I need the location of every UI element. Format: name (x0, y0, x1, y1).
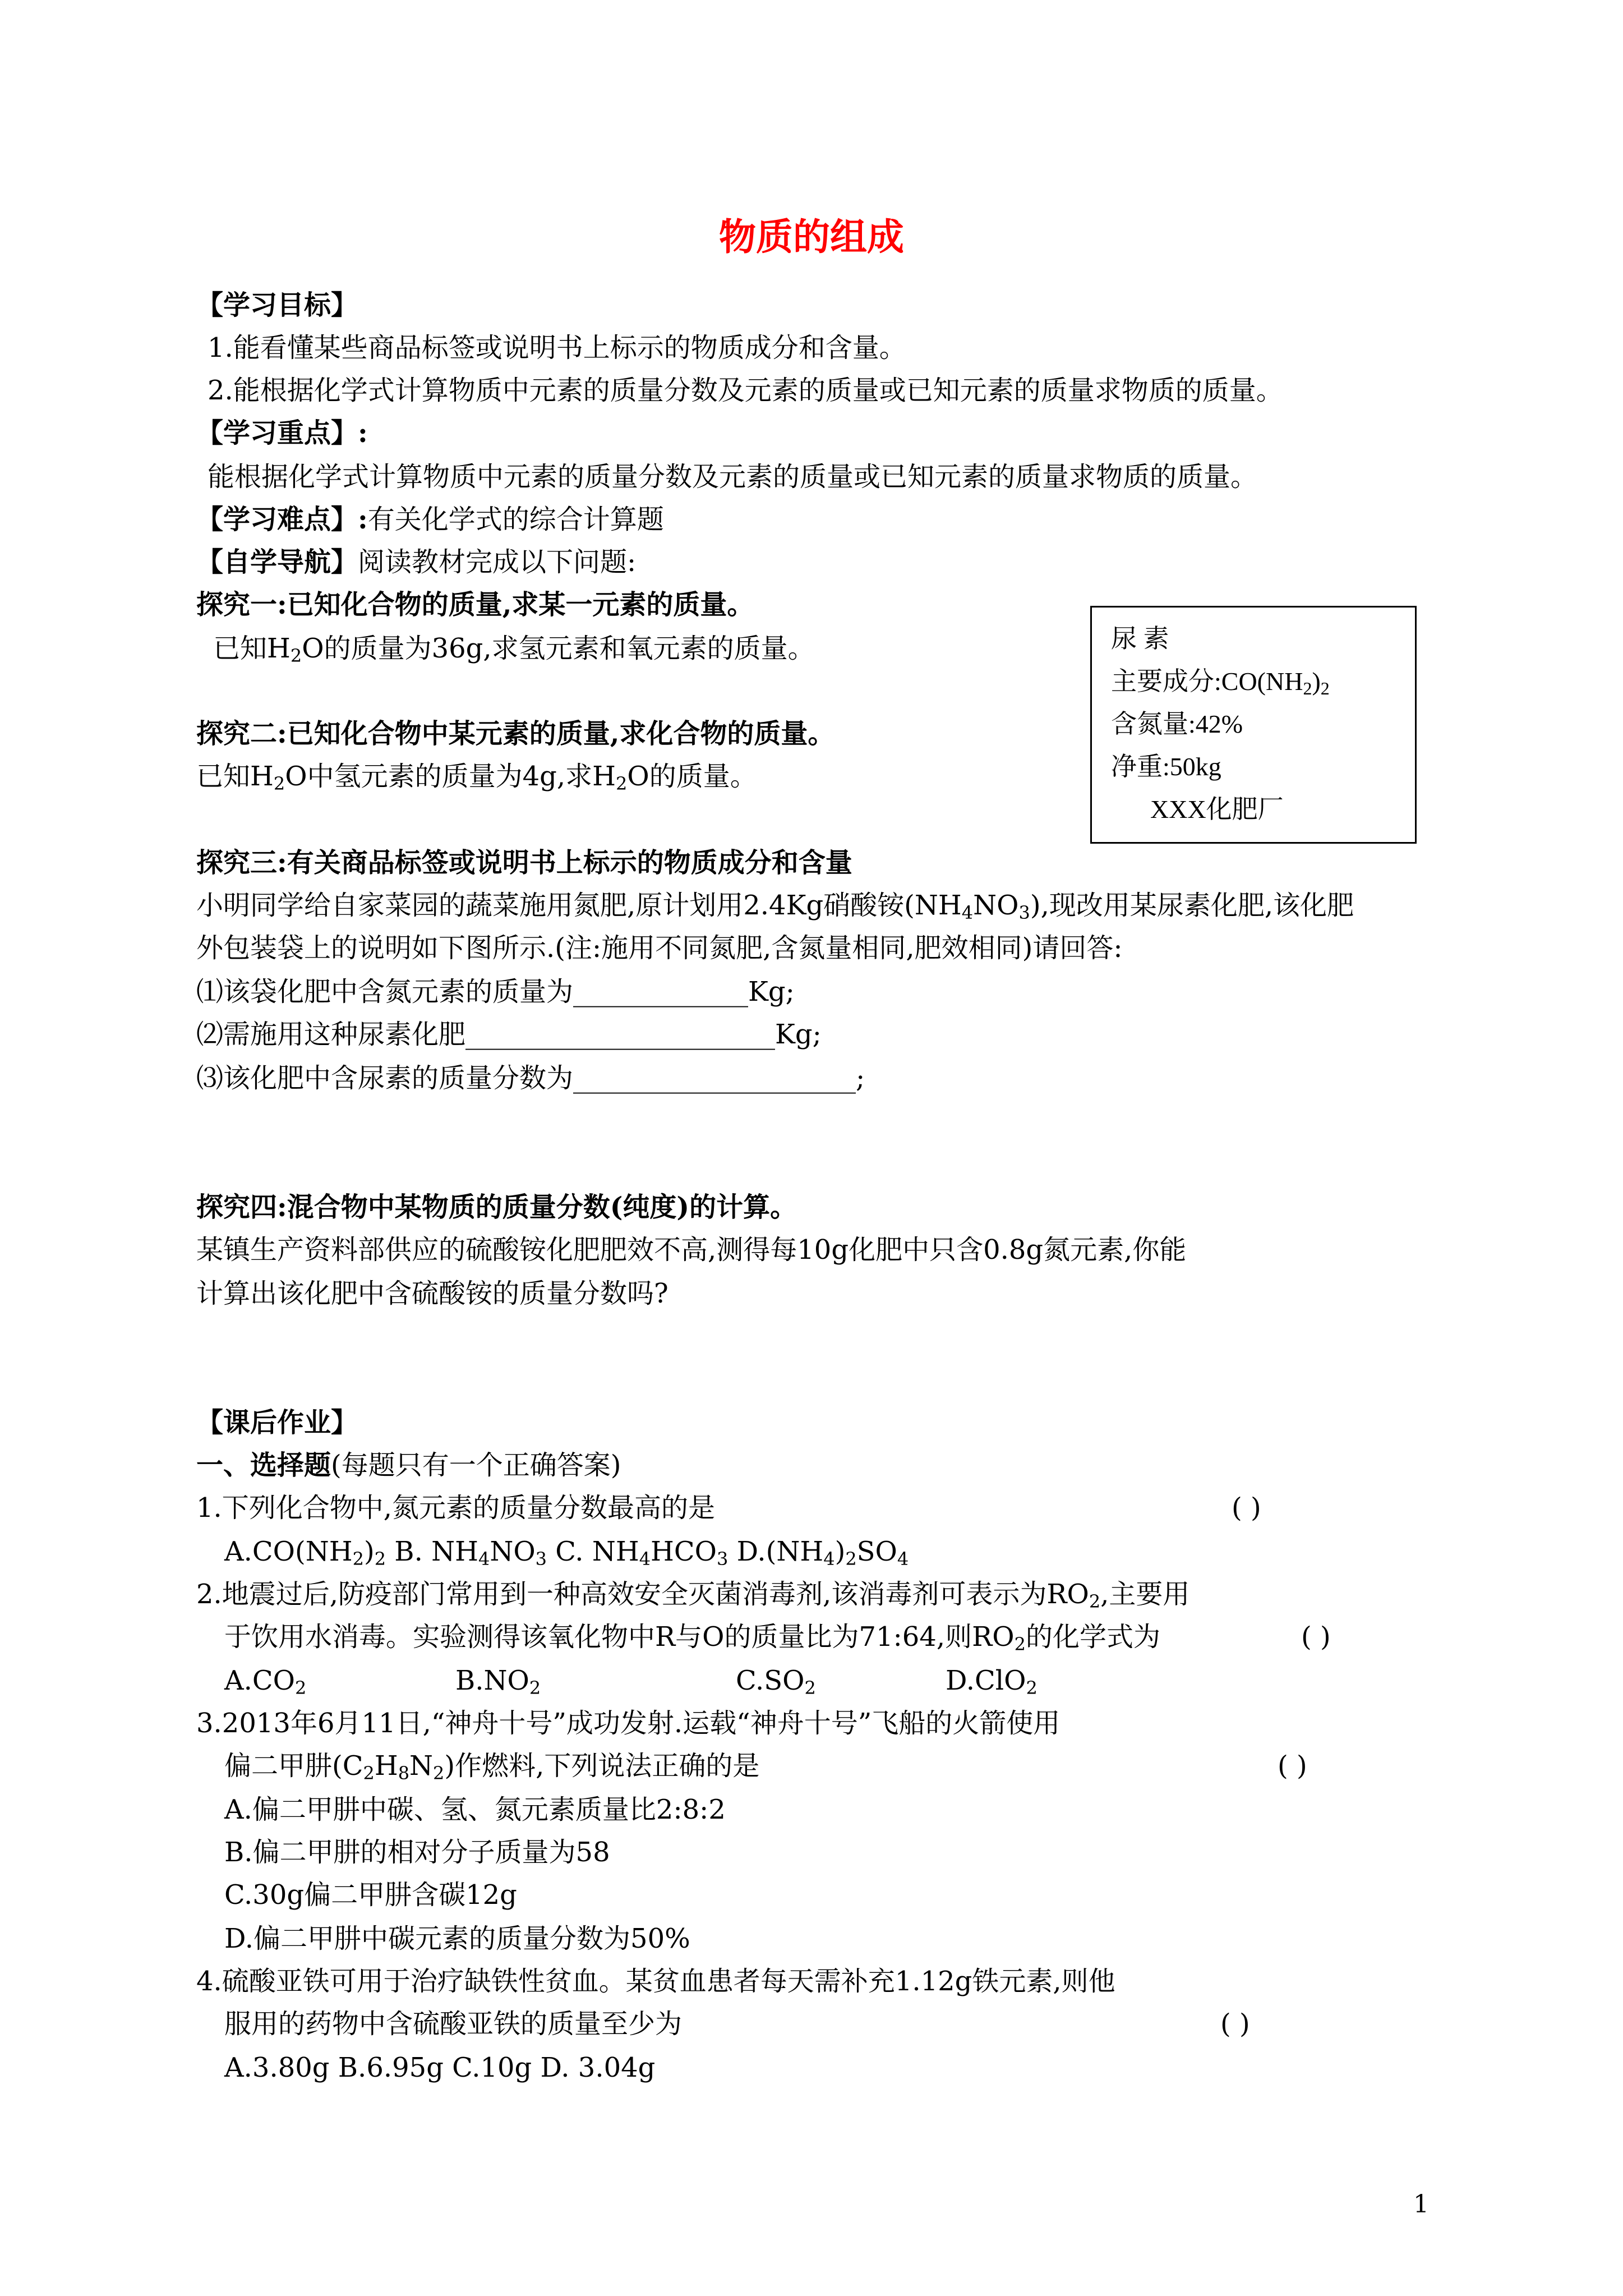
question-3-answer-blank: ( ) (1278, 1750, 1307, 1782)
question-2-option-d: D.ClO$_2$ (946, 1665, 1038, 1699)
product-label-box (1090, 606, 1417, 844)
question-4-line-1: 4.硫酸亚铁可用于治疗缺铁性贫血。某贫血患者每天需补充1.12g铁元素,则他 (196, 1966, 1115, 1997)
difficulty-heading: 【学习难点】: (196, 504, 368, 535)
explore3-question-3: ⑶该化肥中含尿素的质量分数为_____________________; (196, 1062, 865, 1094)
explore3-question-2: ⑵需施用这种尿素化肥_______________________Kg; (196, 1019, 822, 1050)
explore3-paragraph-1: 小明同学给自家菜园的蔬菜施用氮肥,原计划用2.4Kg硝酸铵$(NH_4NO_3)$,现改用某尿素化肥,该化肥 (196, 890, 1354, 923)
difficulty-text: 有关化学式的综合计算题 (367, 504, 664, 535)
label-composition: 主要成分$:CO(NH_2)_2$ (1111, 667, 1330, 698)
question-4-options: A.3.80g B.6.95g C.10g D. 3.04g (224, 2052, 656, 2083)
selfstudy-text: 阅读教材完成以下问题: (358, 546, 637, 578)
label-name: 尿 素 (1111, 624, 1169, 653)
homework-heading: 【课后作业】 (196, 1407, 358, 1438)
goal-1: 1.能看懂某些商品标签或说明书上标示的物质成分和含量。 (208, 332, 906, 364)
question-4-answer-blank: ( ) (1220, 2008, 1250, 2040)
goal-2: 2.能根据化学式计算物质中元素的质量分数及元素的质量或已知元素的质量求物质的质量。 (208, 375, 1283, 406)
explore2-question: 已知$H_2O$中氢元素的质量为4g,求$H_2O$的质量。 (196, 761, 757, 794)
label-factory: XXX化肥厂 (1150, 795, 1284, 823)
selfstudy-line (196, 544, 636, 580)
question-3-line-1: 3.2013年6月11日,“神舟十号”成功发射.运载“神舟十号”飞船的火箭使用 (196, 1708, 1061, 1739)
selfstudy-heading: 【自学导航】 (196, 546, 358, 578)
question-2-line-1: 2.地震过后,防疫部门常用到一种高效安全灭菌消毒剂,该消毒剂可表示为$RO_2$,主要用 (196, 1579, 1190, 1612)
difficulty-line (196, 501, 664, 537)
question-2-option-a: $A.CO_2$ (224, 1665, 307, 1699)
question-3-line-2: 偏二甲肼$(C_2H_8N_2)$作燃料,下列说法正确的是 (224, 1750, 760, 1784)
explore4-heading: 探究四:混合物中某物质的质量分数(纯度)的计算。 (196, 1191, 797, 1223)
explore3-paragraph-2: 外包装袋上的说明如下图所示.(注:施用不同氮肥,含氮量相同,肥效相同)请回答: (196, 932, 1123, 964)
explore1-heading: 探究一:已知化合物的质量,求某一元素的质量。 (196, 589, 754, 620)
question-3-option-d: D.偏二甲肼中碳元素的质量分数为50% (224, 1923, 690, 1954)
explore3-heading: 探究三:有关商品标签或说明书上标示的物质成分和含量 (196, 847, 852, 878)
goals-heading: 【学习目标】 (196, 289, 358, 321)
label-nitrogen: 含氮量:42% (1111, 710, 1243, 738)
question-3-option-a: A.偏二甲肼中碳、氢、氮元素质量比2:8:2 (224, 1794, 726, 1825)
focus-heading: 【学习重点】: (196, 417, 368, 449)
question-2-answer-blank: ( ) (1301, 1621, 1331, 1653)
page-title: 物质的组成 (719, 215, 904, 259)
question-2-option-b: $B.NO_2$ (455, 1665, 541, 1699)
question-2-option-c: $C.SO_2$ (736, 1665, 816, 1699)
focus-text: 能根据化学式计算物质中元素的质量分数及元素的质量或已知元素的质量求物质的质量。 (208, 461, 1258, 493)
section-1-heading: 一、选择题(每题只有一个正确答案) (196, 1450, 621, 1481)
explore4-line-2: 计算出该化肥中含硫酸铵的质量分数吗? (196, 1278, 668, 1309)
question-1-options: $A.CO(NH_2)_2$ B. $NH_4NO_3$ C. $NH_4HCO_3$ $D.(NH_4)_2SO_4$ (224, 1536, 909, 1570)
explore2-heading: 探究二:已知化合物中某元素的质量,求化合物的质量。 (196, 718, 835, 749)
question-3-option-b: B.偏二甲肼的相对分子质量为58 (224, 1837, 610, 1868)
explore3-question-1: ⑴该袋化肥中含氮元素的质量为_____________Kg; (196, 976, 795, 1007)
question-4-line-2: 服用的药物中含硫酸亚铁的质量至少为 (224, 2008, 683, 2040)
question-1-stem: 1.下列化合物中,氮元素的质量分数最高的是 (196, 1492, 716, 1524)
page-number: 1 (1413, 2190, 1429, 2219)
question-3-option-c: C.30g偏二甲肼含碳12g (224, 1879, 517, 1911)
explore4-line-1: 某镇生产资料部供应的硫酸铵化肥肥效不高,测得每10g化肥中只含0.8g氮元素,你能 (196, 1234, 1187, 1266)
explore1-question: 已知$H_2O$的质量为36g,求氢元素和氧元素的质量。 (213, 633, 815, 666)
question-1-answer-blank: ( ) (1232, 1492, 1261, 1524)
question-2-line-2: 于饮用水消毒。实验测得该氧化物中R与O的质量比为71:64,则$RO_2$的化学式为 (224, 1621, 1160, 1655)
label-weight: 净重:50kg (1111, 752, 1221, 781)
